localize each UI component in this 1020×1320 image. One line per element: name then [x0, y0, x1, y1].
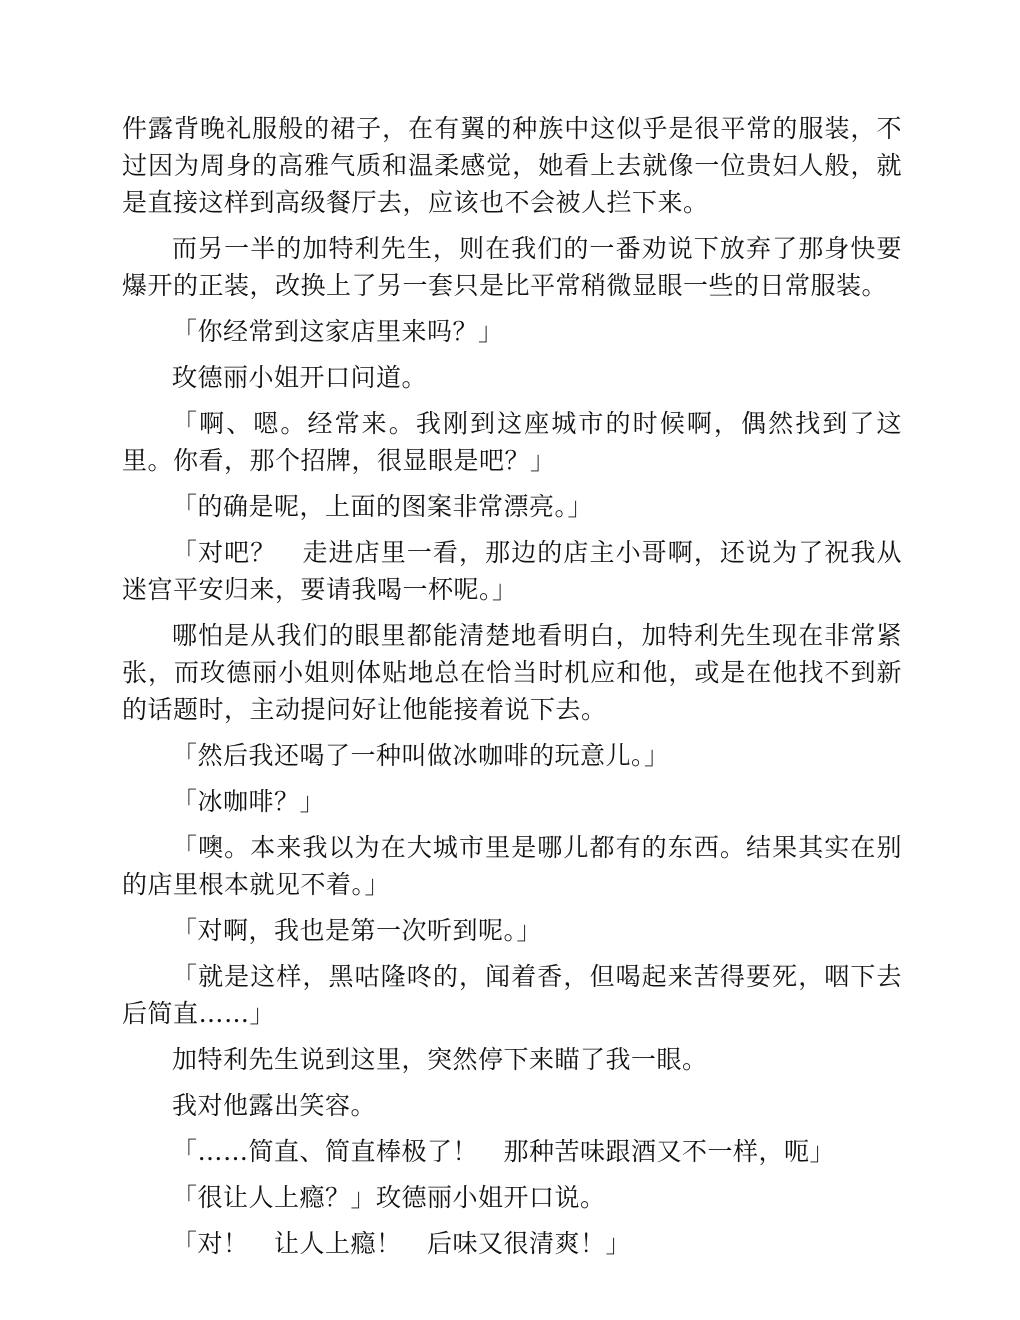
- paragraph: 「对！ 让人上瘾！ 后味又很清爽！」: [172, 1229, 632, 1258]
- paragraph: 「对吧？ 走进店里一看，那边的店主小哥啊，还说为了祝我从迷宫平安归来，要请我喝一杯呢。」: [122, 538, 902, 604]
- paragraph: 而另一半的加特利先生，则在我们的一番劝说下放弃了那身快要爆开的正装，改换上了另一套只是比平常稍微显眼一些的日常服装。: [122, 234, 902, 300]
- paragraph: 加特利先生说到这里，突然停下来瞄了我一眼。: [172, 1045, 708, 1074]
- paragraph: 件露背晚礼服般的裙子，在有翼的种族中这似乎是很平常的服装，不过因为周身的高雅气质和温柔感觉，她看上去就像一位贵妇人般，就是直接这样到高级餐厅去，应该也不会被人拦下来。: [122, 114, 902, 217]
- paragraph: 「对啊，我也是第一次听到呢。」: [172, 916, 543, 945]
- paragraph: 「然后我还喝了一种叫做冰咖啡的玩意儿。」: [172, 741, 670, 770]
- paragraph: 玫德丽小姐开口问道。: [172, 363, 428, 392]
- body-text: [122, 110, 902, 1271]
- paragraph: 「……简直、简直棒极了！ 那种苦味跟酒又不一样，呃」: [172, 1137, 836, 1166]
- paragraph: 「冰咖啡？」: [172, 787, 326, 816]
- paragraph: 「的确是呢，上面的图案非常漂亮。」: [172, 492, 594, 521]
- paragraph: 「很让人上瘾？」玫德丽小姐开口说。: [172, 1183, 606, 1212]
- paragraph: 「你经常到这家店里来吗？」: [172, 317, 504, 346]
- paragraph: 我对他露出笑容。: [172, 1091, 377, 1120]
- paragraph: 「噢。本来我以为在大城市里是哪儿都有的东西。结果其实在别的店里根本就见不着。」: [122, 833, 902, 899]
- paragraph: 「啊、嗯。经常来。我刚到这座城市的时候啊，偶然找到了这里。你看，那个招牌，很显眼是吧？」: [122, 409, 902, 475]
- paragraph: 哪怕是从我们的眼里都能清楚地看明白，加特利先生现在非常紧张，而玫德丽小姐则体贴地总在恰当时机应和他，或是在他找不到新的话题时，主动提问好让他能接着说下去。: [122, 621, 902, 724]
- paragraph: 「就是这样，黑咕隆咚的，闻着香，但喝起来苦得要死，咽下去后简直……」: [122, 962, 902, 1028]
